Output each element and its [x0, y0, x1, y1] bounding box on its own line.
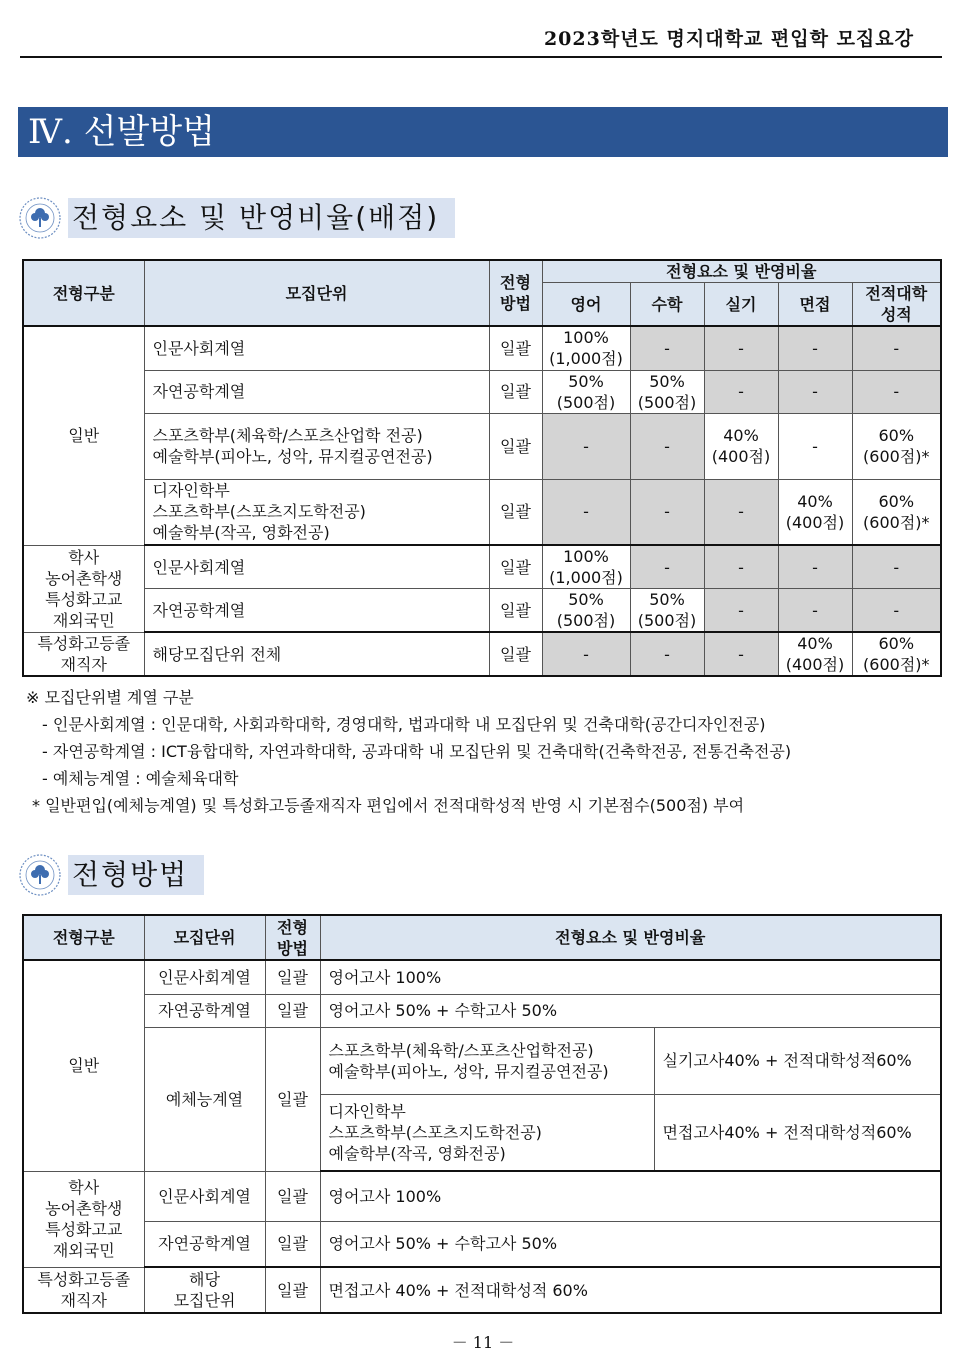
table-row — [23, 632, 941, 676]
note-line: - 인문사회계열 : 인문대학, 사회과학대학, 경영대학, 법과대학 내 모집단위 및 건축대학(공간디자인전공) — [42, 715, 766, 734]
note-line: - 자연공학계열 : ICT융합대학, 자연과학대학, 공과대학 내 모집단위 및 건축대학(건축학전공, 전통건축전공) — [42, 742, 792, 761]
group-general: 일반 — [23, 960, 144, 1171]
practical-cell: 40% (400점) — [704, 413, 778, 479]
table-row — [23, 960, 941, 994]
interview-cell: - — [778, 413, 852, 479]
table-row — [23, 479, 941, 545]
note-line: ※ 모집단위별 계열 구분 — [26, 688, 194, 707]
unit-cell: 인문사회계열 — [144, 960, 265, 994]
elements-cell: 면접고사 40% + 전적대학성적 60% — [320, 1267, 941, 1313]
interview-cell: 40% (400점) — [778, 632, 852, 676]
unit-cell: 자연공학계열 — [144, 370, 489, 413]
math-cell: - — [630, 545, 704, 589]
interview-cell: 40% (400점) — [778, 479, 852, 545]
group-special: 학사 농어촌학생 특성화고교 재외국민 — [23, 1171, 144, 1267]
table-row — [23, 326, 941, 370]
col-header-type: 전형구분 — [23, 915, 144, 960]
practical-cell: - — [704, 632, 778, 676]
unit-cell: 스포츠학부(체육학/스포츠산업학 전공) 예술학부(피아노, 성악, 뮤지컬공연전공) — [144, 413, 489, 479]
english-cell: 100% (1,000점) — [542, 326, 630, 370]
unit-cell: 자연공학계열 — [144, 1221, 265, 1267]
col-header-method: 전형 방법 — [265, 915, 320, 960]
math-cell: - — [630, 413, 704, 479]
gpa-cell: - — [852, 545, 941, 589]
unit-cell: 자연공학계열 — [144, 589, 489, 633]
gpa-cell: - — [852, 589, 941, 633]
col-header-elements: 전형요소 및 반영비율 — [542, 260, 941, 283]
practical-cell: - — [704, 479, 778, 545]
table-row — [23, 545, 941, 589]
table-row — [23, 1221, 941, 1267]
gpa-cell: - — [852, 326, 941, 370]
math-cell: 50% (500점) — [630, 589, 704, 633]
table-row — [23, 370, 941, 413]
unit-cell: 인문사회계열 — [144, 545, 489, 589]
col-header-interview: 면접 — [778, 283, 852, 327]
math-cell: - — [630, 479, 704, 545]
elements-cell: 영어고사 100% — [320, 1171, 941, 1221]
university-seal-icon — [18, 196, 62, 240]
unit-cell-arts: 예체능계열 — [144, 1027, 265, 1171]
method-cell: 일괄 — [489, 413, 542, 479]
note-line: * 일반편입(예체능계열) 및 특성화고등졸재직자 편입에서 전적대학성적 반영 시 기본점수(500점) 부여 — [32, 796, 745, 815]
practical-cell: - — [704, 326, 778, 370]
selection-ratio-table — [22, 259, 942, 677]
method-cell: 일괄 — [489, 632, 542, 676]
elements-cell: 실기고사40% + 전적대학성적60% — [654, 1027, 941, 1094]
section-title-1: 전형요소 및 반영비율(배점) — [68, 198, 455, 238]
unit-cell: 인문사회계열 — [144, 326, 489, 370]
interview-cell: - — [778, 370, 852, 413]
gpa-cell: 60% (600점)* — [852, 632, 941, 676]
col-header-elements: 전형요소 및 반영비율 — [320, 915, 941, 960]
university-seal-icon — [18, 853, 62, 897]
method-cell: 일괄 — [489, 326, 542, 370]
group-general: 일반 — [23, 326, 144, 545]
elements-cell: 영어고사 100% — [320, 960, 941, 994]
col-header-english: 영어 — [542, 283, 630, 327]
elements-cell: 영어고사 50% + 수학고사 50% — [320, 994, 941, 1027]
method-cell: 일괄 — [489, 545, 542, 589]
english-cell: - — [542, 632, 630, 676]
col-header-practical: 실기 — [704, 283, 778, 327]
group-special: 학사 농어촌학생 특성화고교 재외국민 — [23, 545, 144, 632]
col-header-method: 전형 방법 — [489, 260, 542, 326]
gpa-cell: 60% (600점)* — [852, 479, 941, 545]
section-heading-2 — [18, 853, 204, 897]
section-title-2: 전형방법 — [68, 855, 204, 895]
method-cell: 일괄 — [489, 589, 542, 633]
page-number: － 11 － — [451, 1333, 515, 1352]
elements-cell: 영어고사 50% + 수학고사 50% — [320, 1221, 941, 1267]
gpa-cell: 60% (600점)* — [852, 413, 941, 479]
col-header-unit: 모집단위 — [144, 915, 265, 960]
math-cell: - — [630, 632, 704, 676]
method-cell: 일괄 — [489, 370, 542, 413]
interview-cell: - — [778, 326, 852, 370]
table-row — [23, 413, 941, 479]
unit-cell: 디자인학부 스포츠학부(스포츠지도학전공) 예술학부(작곡, 영화전공) — [144, 479, 489, 545]
header-rule — [20, 56, 942, 58]
practical-cell: - — [704, 589, 778, 633]
method-cell: 일괄 — [265, 1267, 320, 1313]
col-header-gpa: 전적대학 성적 — [852, 283, 941, 327]
english-cell: - — [542, 479, 630, 545]
col-header-unit: 모집단위 — [144, 260, 489, 326]
selection-method-table — [22, 914, 942, 1314]
unit-cell: 해당모집단위 전체 — [144, 632, 489, 676]
group-worker: 특성화고등졸 재직자 — [23, 1267, 144, 1313]
notes-block — [26, 684, 791, 819]
table-row — [23, 994, 941, 1027]
math-cell: 50% (500점) — [630, 370, 704, 413]
english-cell: 50% (500점) — [542, 589, 630, 633]
table-row — [23, 589, 941, 633]
interview-cell: - — [778, 589, 852, 633]
method-cell: 일괄 — [265, 994, 320, 1027]
method-cell: 일괄 — [265, 1221, 320, 1267]
practical-cell: - — [704, 370, 778, 413]
method-cell: 일괄 — [265, 960, 320, 994]
interview-cell: - — [778, 545, 852, 589]
note-line: - 예체능계열 : 예술체육대학 — [42, 769, 239, 788]
english-cell: 100% (1,000점) — [542, 545, 630, 589]
col-header-type: 전형구분 — [23, 260, 144, 326]
chapter-title: Ⅳ. 선발방법 — [18, 107, 948, 157]
document-header-title: 2023학년도 명지대학교 편입학 모집요강 — [543, 28, 914, 50]
gpa-cell: - — [852, 370, 941, 413]
group-worker: 특성화고등졸 재직자 — [23, 632, 144, 676]
math-cell: - — [630, 326, 704, 370]
method-cell: 일괄 — [265, 1171, 320, 1221]
table-row — [23, 1267, 941, 1313]
method-cell: 일괄 — [265, 1027, 320, 1171]
table-row — [23, 1171, 941, 1221]
elements-cell: 면접고사40% + 전적대학성적60% — [654, 1094, 941, 1171]
practical-cell: - — [704, 545, 778, 589]
english-cell: - — [542, 413, 630, 479]
unit-cell: 해당 모집단위 — [144, 1267, 265, 1313]
table-row — [23, 1027, 941, 1094]
unit-cell: 인문사회계열 — [144, 1171, 265, 1221]
section-heading-1 — [18, 196, 455, 240]
english-cell: 50% (500점) — [542, 370, 630, 413]
sub-unit-cell: 스포츠학부(체육학/스포츠산업학전공) 예술학부(피아노, 성악, 뮤지컬공연전공) — [320, 1027, 654, 1094]
method-cell: 일괄 — [489, 479, 542, 545]
sub-unit-cell: 디자인학부 스포츠학부(스포츠지도학전공) 예술학부(작곡, 영화전공) — [320, 1094, 654, 1171]
unit-cell: 자연공학계열 — [144, 994, 265, 1027]
col-header-math: 수학 — [630, 283, 704, 327]
